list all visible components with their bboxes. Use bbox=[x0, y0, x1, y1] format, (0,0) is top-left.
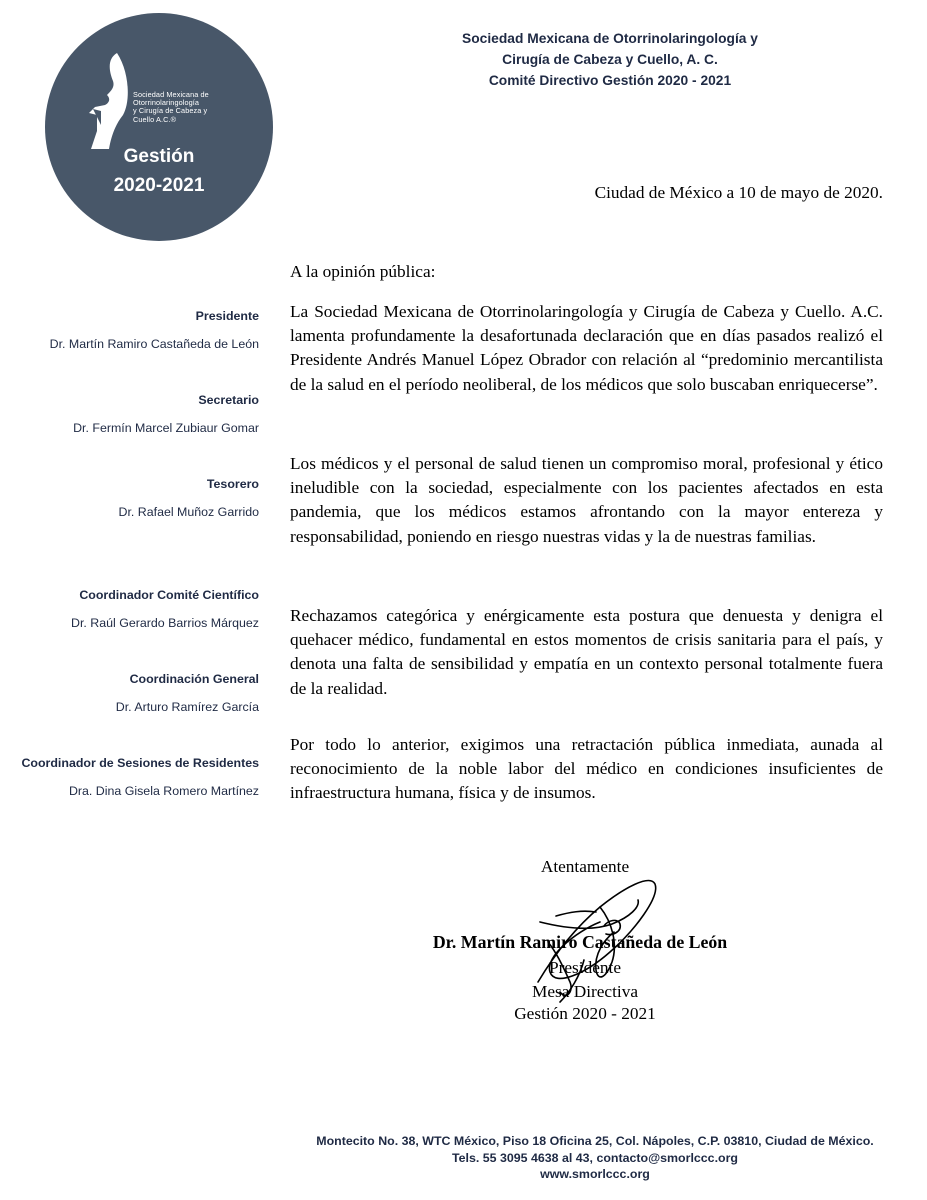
committee-member: Dr. Arturo Ramírez García bbox=[115, 700, 259, 714]
committee-role: Coordinación General bbox=[129, 672, 259, 686]
header-line-2: Cirugía de Cabeza y Cuello, A. C. bbox=[502, 52, 718, 67]
handwritten-signature bbox=[500, 852, 680, 1012]
logo-org-line: y Cirugía de Cabeza y bbox=[133, 106, 208, 116]
committee-member: Dr. Rafael Muñoz Garrido bbox=[118, 505, 259, 519]
signer-board: Mesa Directiva bbox=[531, 982, 639, 1001]
logo-org-name bbox=[133, 91, 263, 124]
signer-name: Dr. Martín Ramiro Castañeda de León bbox=[432, 932, 728, 952]
committee-role: Coordinador de Sesiones de Residentes bbox=[21, 756, 259, 770]
logo-gestion-label: Gestión bbox=[123, 146, 195, 167]
letter-paragraph: Los médicos y el personal de salud tienen un compromiso moral, profesional y ético ineludible con la sociedad, especialmente con los pacientes afectados en esta pandemia, que los médicos estamos afrontando con la mayor entereza y responsabilidad, poniendo en riesgo nuestras vidas y la de nuestras familias. bbox=[290, 454, 883, 546]
letter-paragraph: Por todo lo anterior, exigimos una retractación pública inmediata, aunada al reconocimiento de la noble labor del médico en condiciones insuficientes de infraestructura humana, física y de insumos. bbox=[290, 735, 883, 803]
header-line-1: Sociedad Mexicana de Otorrinolaringología y bbox=[462, 31, 758, 46]
signer-term: Gestión 2020 - 2021 bbox=[514, 1004, 656, 1023]
salutation: A la opinión pública: bbox=[290, 262, 436, 281]
letter-paragraph: Rechazamos categórica y enérgicamente esta postura que denuesta y denigra el quehacer médico, fundamental en estos momentos de crisis sanitaria para el país, y denota una falta de sensibilidad y empatía en un contexto personal totalmente fuera de la realidad. bbox=[290, 606, 883, 698]
organization-logo bbox=[45, 13, 273, 241]
committee-role: Secretario bbox=[198, 393, 259, 407]
committee-role: Tesorero bbox=[206, 477, 259, 491]
letter-paragraph: La Sociedad Mexicana de Otorrinolaringología y Cirugía de Cabeza y Cuello. A.C. lamenta profundamente la desafortunada declaración que en días pasados realizó el Presidente Andrés Manuel López Obrador con relación al “predominio mercantilista de la salud en el período neoliberal, de los médicos que solo buscaban enriquecerse”. bbox=[290, 302, 883, 394]
header-line-3: Comité Directivo Gestión 2020 - 2021 bbox=[488, 73, 732, 88]
logo-org-line: Otorrinolaringología bbox=[133, 98, 200, 108]
committee-member: Dra. Dina Gisela Romero Martínez bbox=[68, 784, 259, 798]
committee-member: Dr. Raúl Gerardo Barrios Márquez bbox=[71, 616, 259, 630]
footer-contact[interactable]: Tels. 55 3095 4638 al 43, contacto@smorlccc.org bbox=[452, 1150, 738, 1165]
letter-date: Ciudad de México a 10 de mayo de 2020. bbox=[594, 183, 883, 202]
footer-website[interactable]: www.smorlccc.org bbox=[540, 1167, 650, 1181]
logo-org-line: Sociedad Mexicana de bbox=[133, 90, 209, 99]
logo-org-line: Cuello A.C.® bbox=[133, 114, 177, 124]
committee-role: Presidente bbox=[195, 309, 259, 323]
committee-member: Dr. Martín Ramiro Castañeda de León bbox=[49, 337, 259, 351]
committee-member: Dr. Fermín Marcel Zubiaur Gomar bbox=[73, 421, 259, 435]
letterhead-footer bbox=[260, 1133, 927, 1183]
letterhead-header bbox=[400, 28, 820, 91]
face-profile-icon bbox=[87, 51, 133, 151]
signer-title: Presidente bbox=[549, 958, 621, 977]
committee-role: Coordinador Comité Científico bbox=[79, 588, 259, 602]
logo-gestion-years: 2020-2021 bbox=[113, 175, 205, 196]
footer-address: Montecito No. 38, WTC México, Piso 18 Oficina 25, Col. Nápoles, C.P. 03810, Ciudad de México. bbox=[316, 1134, 874, 1148]
closing-text: Atentamente bbox=[540, 857, 630, 876]
